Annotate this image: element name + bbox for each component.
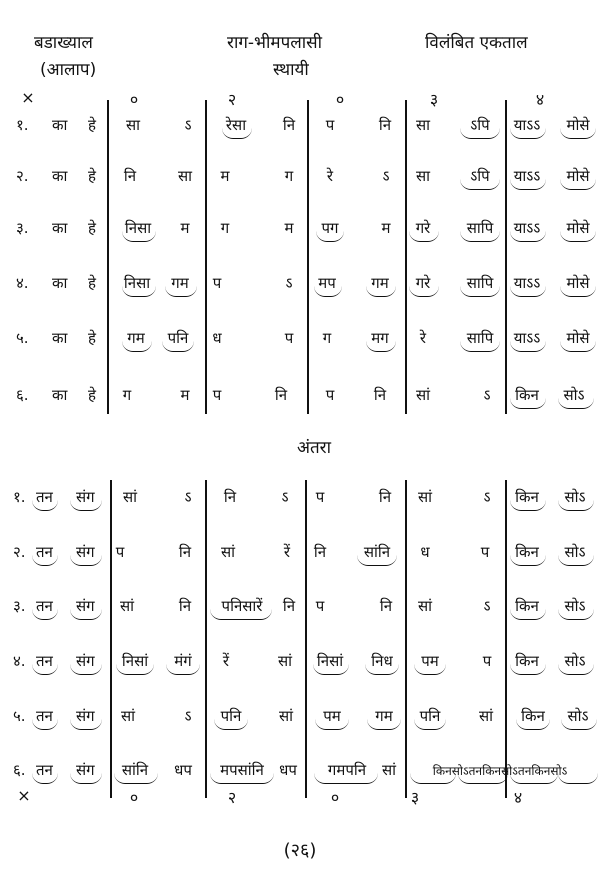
- lyric-word: तन: [36, 543, 53, 561]
- swar-note: किन: [515, 597, 539, 615]
- taal-mark-tali-3: ३: [429, 90, 439, 109]
- meend-slur: [166, 664, 200, 675]
- meend-slur: [70, 500, 102, 511]
- swar-note: प: [482, 652, 492, 670]
- meend-slur: [510, 500, 546, 511]
- swar-note: प: [325, 116, 335, 134]
- swar-note: मंगं: [174, 652, 192, 670]
- swar-note: नि: [373, 386, 387, 404]
- meend-slur: [122, 286, 156, 297]
- sthayi-label: स्थायी: [273, 60, 309, 80]
- swar-note: सां: [417, 597, 433, 615]
- taal-mark-khali: ०: [335, 90, 345, 109]
- meend-slur: [32, 500, 58, 511]
- swar-note: पनि: [220, 707, 242, 725]
- row-number: १.: [13, 488, 26, 506]
- page-number: (२६): [283, 840, 317, 861]
- swar-note: सोऽ: [564, 652, 586, 670]
- swar-note: नि: [313, 543, 327, 561]
- swar-note: म: [381, 219, 391, 237]
- lyric-word: संग: [76, 761, 95, 779]
- taal-mark-khali: ०: [330, 788, 340, 807]
- taal-mark-tali-2: २: [227, 90, 237, 109]
- vibhag-divider: [505, 480, 507, 798]
- swar-note: मोसे: [566, 274, 590, 292]
- swar-note: गरे: [415, 219, 431, 237]
- swar-note: प: [480, 543, 490, 561]
- swar-note: नि: [178, 597, 192, 615]
- swar-note: ऽ: [483, 386, 491, 404]
- lyric-word: का: [52, 116, 68, 134]
- swar-note: सा: [415, 167, 431, 185]
- swar-note: सां: [120, 707, 136, 725]
- swar-note: ग: [284, 167, 294, 185]
- meend-slur: [70, 555, 102, 566]
- swar-note: रे: [326, 167, 334, 185]
- swar-note: पम: [421, 652, 439, 670]
- meend-slur: [510, 555, 546, 566]
- swar-note: सांनि: [121, 761, 149, 779]
- swar-note: नि: [282, 597, 296, 615]
- meend-slur: [122, 231, 156, 242]
- meend-slur: [414, 719, 446, 730]
- meend-slur: [313, 664, 349, 675]
- meend-slur: [32, 664, 58, 675]
- swar-note: सा: [125, 116, 141, 134]
- meend-slur: [558, 773, 598, 784]
- meend-slur: [460, 341, 500, 352]
- meend-slur: [560, 341, 596, 352]
- meend-slur: [510, 609, 546, 620]
- vibhag-divider: [505, 100, 507, 414]
- meend-slur: [162, 341, 194, 352]
- swar-note: रेसा: [225, 116, 247, 134]
- swar-note: ऽ: [184, 116, 192, 134]
- meend-slur: [460, 128, 500, 139]
- swar-note: सा: [177, 167, 193, 185]
- swar-note: ग: [122, 386, 132, 404]
- alaap-subtitle: (आलाप): [40, 60, 97, 80]
- vibhag-divider: [107, 100, 109, 414]
- swar-note: किन: [515, 386, 539, 404]
- swar-note: नि: [282, 116, 296, 134]
- swar-note: गम: [171, 274, 189, 292]
- swar-note: गम: [375, 707, 393, 725]
- swar-note: प: [212, 274, 222, 292]
- meend-slur: [558, 555, 594, 566]
- meend-slur: [314, 286, 342, 297]
- swar-note: मोसे: [566, 329, 590, 347]
- taal-title: विलंबित एकताल: [425, 33, 528, 53]
- swar-note: याऽऽ: [513, 219, 541, 237]
- lyric-word: हे: [88, 329, 96, 347]
- swar-note: नि: [378, 116, 392, 134]
- swar-note: प: [284, 329, 294, 347]
- lyric-word: संग: [76, 488, 95, 506]
- swar-note: ग: [322, 329, 332, 347]
- meend-slur: [32, 773, 58, 784]
- swar-note: नि: [379, 597, 393, 615]
- row-number: २.: [16, 167, 29, 185]
- swar-note: प: [212, 386, 222, 404]
- meend-slur: [122, 341, 152, 352]
- swar-note: ऽ: [184, 707, 192, 725]
- swar-note: ऽ: [483, 597, 491, 615]
- swar-note: सा: [415, 116, 431, 134]
- swar-note: ऽपि: [470, 167, 490, 185]
- swar-note: नि: [274, 386, 288, 404]
- swar-note: ग: [220, 219, 230, 237]
- swar-note: नि: [123, 167, 137, 185]
- taal-mark-tali-2: २: [227, 788, 237, 807]
- meend-slur: [70, 609, 102, 620]
- row-number: १.: [16, 116, 29, 134]
- meend-slur: [558, 664, 594, 675]
- taal-mark-tali-3: ३: [410, 788, 420, 807]
- swar-note: सोऽ: [564, 543, 586, 561]
- swar-note: सां: [417, 488, 433, 506]
- meend-slur: [510, 773, 558, 784]
- row-number: ४.: [16, 274, 29, 292]
- lyric-word: हे: [88, 386, 96, 404]
- swar-note: ऽपि: [470, 116, 490, 134]
- lyric-word: का: [52, 219, 68, 237]
- meend-slur: [32, 609, 58, 620]
- meend-slur: [510, 341, 546, 352]
- vibhag-divider: [307, 100, 309, 414]
- meend-slur: [558, 609, 594, 620]
- swar-note: किन: [521, 707, 545, 725]
- meend-slur: [560, 231, 596, 242]
- meend-slur: [357, 555, 397, 566]
- raag-title: राग-भीमपलासी: [227, 33, 323, 53]
- swar-note: नि: [378, 488, 392, 506]
- swar-note: प: [115, 543, 125, 561]
- swar-note: याऽऽ: [513, 329, 541, 347]
- lyric-word: संग: [76, 652, 95, 670]
- swar-note: गम: [371, 274, 389, 292]
- swar-note: निसा: [123, 274, 151, 292]
- swar-note: म: [180, 386, 190, 404]
- meend-slur: [510, 664, 546, 675]
- meend-slur: [32, 555, 58, 566]
- meend-slur: [460, 231, 500, 242]
- swar-note: नि: [223, 488, 237, 506]
- row-number: ६.: [13, 761, 26, 779]
- vibhag-divider: [405, 480, 407, 798]
- lyric-word: तन: [36, 707, 53, 725]
- meend-slur: [165, 286, 197, 297]
- swar-note: ऽ: [184, 488, 192, 506]
- swar-note: सोऽ: [564, 597, 586, 615]
- swar-note: निसां: [121, 652, 149, 670]
- meend-slur: [70, 773, 102, 784]
- swar-note: निध: [371, 652, 393, 670]
- swar-note: सां: [415, 386, 431, 404]
- swar-note: रें: [222, 652, 230, 670]
- meend-slur: [365, 664, 399, 675]
- lyric-word: हे: [88, 274, 96, 292]
- swar-note: म: [284, 219, 294, 237]
- meend-slur: [409, 286, 439, 297]
- taal-mark-tali-4: ४: [535, 90, 545, 109]
- swar-note: धप: [174, 761, 192, 779]
- swar-note: पम: [323, 707, 341, 725]
- meend-slur: [510, 231, 546, 242]
- swar-note: मपसांनि: [220, 761, 264, 779]
- swar-note: ऽ: [483, 488, 491, 506]
- meend-slur: [366, 286, 396, 297]
- swar-note: याऽऽ: [513, 274, 541, 292]
- swar-note: सांनि: [363, 543, 391, 561]
- swar-note: प: [315, 488, 325, 506]
- meend-slur: [510, 179, 546, 190]
- swar-note: गम: [127, 329, 145, 347]
- swar-note: निसां: [316, 652, 344, 670]
- row-number: ५.: [13, 707, 26, 725]
- meend-slur: [560, 179, 596, 190]
- swar-note: पग: [321, 219, 339, 237]
- lyric-word: तन: [36, 761, 53, 779]
- swar-note: म: [220, 167, 230, 185]
- meend-slur: [460, 179, 500, 190]
- swar-note: ऽ: [281, 488, 289, 506]
- swar-note: सां: [119, 597, 135, 615]
- lyric-word: संग: [76, 597, 95, 615]
- swar-note: रे: [419, 329, 427, 347]
- taal-mark-tali-4: ४: [513, 788, 523, 807]
- swar-note: मोसे: [566, 219, 590, 237]
- meend-slur: [70, 719, 102, 730]
- swar-note: ऽ: [382, 167, 390, 185]
- swar-note: सापि: [466, 219, 494, 237]
- row-number: ४.: [13, 652, 26, 670]
- swar-note: सां: [220, 543, 236, 561]
- lyric-word: का: [52, 274, 68, 292]
- meend-slur: [458, 773, 508, 784]
- row-number: ३.: [13, 597, 26, 615]
- swar-note: प: [325, 386, 335, 404]
- meend-slur: [210, 609, 272, 620]
- swar-note: निसा: [124, 219, 152, 237]
- swar-note: पनिसारें: [221, 597, 263, 615]
- swar-note: किन: [515, 488, 539, 506]
- swar-note: गरे: [415, 274, 431, 292]
- meend-slur: [409, 231, 439, 242]
- vibhag-divider: [110, 480, 112, 798]
- swar-note: याऽऽ: [513, 167, 541, 185]
- lyric-word: संग: [76, 543, 95, 561]
- lyric-word: का: [52, 329, 68, 347]
- lyric-word: तन: [36, 652, 53, 670]
- swar-note: किनसोऽतनकिनसोऽतनकिनसोऽ: [432, 764, 568, 778]
- swar-note: सोऽ: [563, 386, 585, 404]
- swar-note: सां: [277, 652, 293, 670]
- vibhag-divider: [305, 480, 307, 798]
- swar-note: सोऽ: [564, 488, 586, 506]
- vibhag-divider: [205, 100, 207, 414]
- swar-note: सां: [478, 707, 494, 725]
- swar-note: मोसे: [566, 116, 590, 134]
- swar-note: ध: [420, 543, 430, 561]
- row-number: ३.: [16, 219, 29, 237]
- swar-note: प: [315, 597, 325, 615]
- lyric-word: हे: [88, 116, 96, 134]
- meend-slur: [222, 128, 252, 139]
- lyric-word: हे: [88, 219, 96, 237]
- meend-slur: [410, 773, 456, 784]
- lyric-word: हे: [88, 167, 96, 185]
- swar-note: मग: [371, 329, 389, 347]
- swar-note: ऽ: [285, 274, 293, 292]
- meend-slur: [516, 719, 550, 730]
- swar-note: मप: [318, 274, 336, 292]
- meend-slur: [510, 398, 546, 409]
- meend-slur: [116, 664, 154, 675]
- swar-note: पनि: [419, 707, 441, 725]
- meend-slur: [210, 773, 274, 784]
- swar-note: धप: [279, 761, 297, 779]
- meend-slur: [367, 719, 401, 730]
- khyal-type-title: बडाख्याल: [34, 33, 93, 53]
- swar-note: सां: [381, 761, 397, 779]
- taal-mark-sam: ×: [17, 786, 31, 805]
- swar-note: सापि: [466, 274, 494, 292]
- lyric-word: का: [52, 167, 68, 185]
- meend-slur: [315, 719, 349, 730]
- meend-slur: [314, 773, 378, 784]
- meend-slur: [366, 341, 396, 352]
- swar-note: गमपनि: [327, 761, 367, 779]
- lyric-word: तन: [36, 597, 53, 615]
- meend-slur: [561, 719, 597, 730]
- antara-label: अंतरा: [297, 438, 332, 458]
- vibhag-divider: [205, 480, 207, 798]
- swar-note: याऽऽ: [513, 116, 541, 134]
- meend-slur: [510, 286, 546, 297]
- taal-mark-khali: ०: [129, 90, 139, 109]
- lyric-word: तन: [36, 488, 53, 506]
- row-number: ५.: [16, 329, 29, 347]
- vibhag-divider: [405, 100, 407, 414]
- row-number: २.: [13, 543, 26, 561]
- swar-note: सां: [122, 488, 138, 506]
- taal-mark-sam: ×: [21, 88, 35, 107]
- meend-slur: [316, 231, 344, 242]
- swar-note: मोसे: [566, 167, 590, 185]
- row-number: ६.: [16, 386, 29, 404]
- swar-note: ध: [212, 329, 222, 347]
- meend-slur: [32, 719, 58, 730]
- lyric-word: का: [52, 386, 68, 404]
- swar-note: सापि: [466, 329, 494, 347]
- meend-slur: [560, 286, 596, 297]
- swar-note: पनि: [167, 329, 189, 347]
- taal-mark-khali: ०: [129, 788, 139, 807]
- meend-slur: [114, 773, 158, 784]
- meend-slur: [560, 128, 596, 139]
- meend-slur: [414, 664, 446, 675]
- meend-slur: [558, 500, 594, 511]
- swar-note: सोऽ: [567, 707, 589, 725]
- meend-slur: [510, 128, 546, 139]
- swar-note: किन: [515, 652, 539, 670]
- swar-note: नि: [178, 543, 192, 561]
- meend-slur: [70, 664, 102, 675]
- meend-slur: [214, 719, 248, 730]
- swar-note: रें: [283, 543, 291, 561]
- swar-note: सां: [278, 707, 294, 725]
- meend-slur: [558, 398, 594, 409]
- swar-note: म: [180, 219, 190, 237]
- swar-note: किन: [515, 543, 539, 561]
- meend-slur: [460, 286, 500, 297]
- lyric-word: संग: [76, 707, 95, 725]
